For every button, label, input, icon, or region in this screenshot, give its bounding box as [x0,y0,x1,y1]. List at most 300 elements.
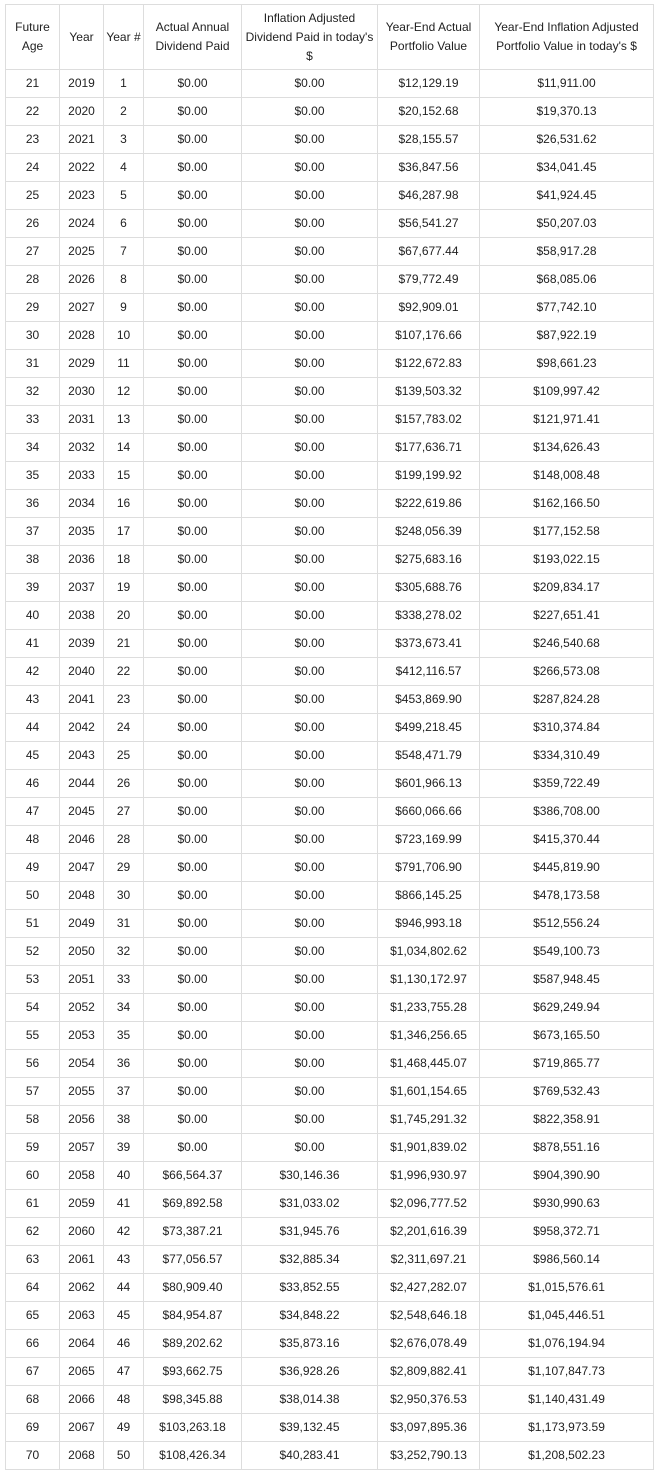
table-row [6,854,654,882]
cell-actual-portfolio-value: $946,993.18 [378,910,480,938]
cell-actual-dividend: $84,954.87 [144,1302,242,1330]
cell-year-number: 11 [104,350,144,378]
cell-actual-portfolio-value: $2,676,078.49 [378,1330,480,1358]
table-row [6,210,654,238]
cell-actual-dividend: $0.00 [144,714,242,742]
cell-inflation-adjusted-dividend: $0.00 [242,434,378,462]
cell-actual-portfolio-value: $2,548,646.18 [378,1302,480,1330]
cell-year-number: 38 [104,1106,144,1134]
cell-actual-portfolio-value: $107,176.66 [378,322,480,350]
cell-year-number: 5 [104,182,144,210]
cell-future-age: 64 [6,1274,60,1302]
cell-inflation-adjusted-portfolio-value: $930,990.63 [480,1190,654,1218]
cell-inflation-adjusted-dividend: $0.00 [242,406,378,434]
cell-inflation-adjusted-portfolio-value: $68,085.06 [480,266,654,294]
table-row [6,1274,654,1302]
cell-actual-portfolio-value: $3,252,790.13 [378,1442,480,1470]
table-row [6,126,654,154]
cell-inflation-adjusted-portfolio-value: $549,100.73 [480,938,654,966]
table-header [6,5,654,70]
cell-actual-portfolio-value: $601,966.13 [378,770,480,798]
cell-year: 2044 [60,770,104,798]
table-row [6,1358,654,1386]
cell-inflation-adjusted-dividend: $0.00 [242,182,378,210]
table-row [6,1302,654,1330]
cell-year-number: 34 [104,994,144,1022]
cell-inflation-adjusted-dividend: $0.00 [242,574,378,602]
cell-year-number: 16 [104,490,144,518]
cell-actual-dividend: $0.00 [144,154,242,182]
cell-inflation-adjusted-dividend: $0.00 [242,994,378,1022]
cell-future-age: 37 [6,518,60,546]
cell-year: 2031 [60,406,104,434]
cell-future-age: 24 [6,154,60,182]
dividend-projection-table [5,4,654,1470]
cell-actual-portfolio-value: $2,427,282.07 [378,1274,480,1302]
cell-future-age: 39 [6,574,60,602]
cell-actual-portfolio-value: $660,066.66 [378,798,480,826]
cell-actual-portfolio-value: $2,311,697.21 [378,1246,480,1274]
cell-inflation-adjusted-portfolio-value: $1,173,973.59 [480,1414,654,1442]
cell-inflation-adjusted-dividend: $34,848.22 [242,1302,378,1330]
cell-inflation-adjusted-portfolio-value: $904,390.90 [480,1162,654,1190]
cell-year: 2052 [60,994,104,1022]
cell-inflation-adjusted-dividend: $0.00 [242,602,378,630]
cell-inflation-adjusted-portfolio-value: $11,911.00 [480,70,654,98]
cell-year: 2027 [60,294,104,322]
cell-year: 2062 [60,1274,104,1302]
cell-year-number: 48 [104,1386,144,1414]
table-row [6,798,654,826]
cell-future-age: 36 [6,490,60,518]
cell-future-age: 66 [6,1330,60,1358]
cell-year-number: 40 [104,1162,144,1190]
header-year-number: Year # [104,5,144,70]
cell-year-number: 14 [104,434,144,462]
cell-actual-portfolio-value: $548,471.79 [378,742,480,770]
cell-inflation-adjusted-portfolio-value: $1,076,194.94 [480,1330,654,1358]
cell-year: 2025 [60,238,104,266]
table-row [6,1162,654,1190]
cell-inflation-adjusted-portfolio-value: $629,249.94 [480,994,654,1022]
cell-future-age: 40 [6,602,60,630]
cell-actual-dividend: $0.00 [144,910,242,938]
table-row [6,938,654,966]
cell-inflation-adjusted-portfolio-value: $134,626.43 [480,434,654,462]
cell-inflation-adjusted-portfolio-value: $121,971.41 [480,406,654,434]
cell-future-age: 53 [6,966,60,994]
cell-actual-dividend: $0.00 [144,322,242,350]
cell-future-age: 63 [6,1246,60,1274]
header-actual-dividend: Actual Annual Dividend Paid [144,5,242,70]
cell-year-number: 15 [104,462,144,490]
cell-year-number: 2 [104,98,144,126]
cell-year: 2032 [60,434,104,462]
cell-year-number: 30 [104,882,144,910]
cell-inflation-adjusted-portfolio-value: $87,922.19 [480,322,654,350]
cell-year-number: 19 [104,574,144,602]
cell-future-age: 21 [6,70,60,98]
header-actual-portfolio-value: Year-End Actual Portfolio Value [378,5,480,70]
cell-year-number: 23 [104,686,144,714]
cell-year: 2066 [60,1386,104,1414]
cell-actual-dividend: $0.00 [144,182,242,210]
cell-future-age: 34 [6,434,60,462]
cell-inflation-adjusted-dividend: $0.00 [242,294,378,322]
table-row [6,1414,654,1442]
cell-inflation-adjusted-dividend: $0.00 [242,98,378,126]
table-row [6,770,654,798]
cell-year: 2065 [60,1358,104,1386]
cell-actual-dividend: $103,263.18 [144,1414,242,1442]
table-row [6,70,654,98]
cell-inflation-adjusted-portfolio-value: $209,834.17 [480,574,654,602]
table-row [6,714,654,742]
cell-actual-dividend: $0.00 [144,1078,242,1106]
cell-future-age: 57 [6,1078,60,1106]
cell-actual-portfolio-value: $723,169.99 [378,826,480,854]
cell-actual-portfolio-value: $1,468,445.07 [378,1050,480,1078]
cell-inflation-adjusted-portfolio-value: $822,358.91 [480,1106,654,1134]
cell-actual-portfolio-value: $20,152.68 [378,98,480,126]
table-row [6,1050,654,1078]
cell-actual-dividend: $0.00 [144,798,242,826]
cell-inflation-adjusted-dividend: $0.00 [242,714,378,742]
cell-inflation-adjusted-portfolio-value: $878,551.16 [480,1134,654,1162]
cell-year-number: 42 [104,1218,144,1246]
cell-actual-dividend: $0.00 [144,98,242,126]
table-row [6,1442,654,1470]
cell-actual-portfolio-value: $2,201,616.39 [378,1218,480,1246]
cell-inflation-adjusted-portfolio-value: $359,722.49 [480,770,654,798]
cell-year: 2057 [60,1134,104,1162]
cell-year-number: 35 [104,1022,144,1050]
cell-inflation-adjusted-dividend: $0.00 [242,938,378,966]
cell-year: 2037 [60,574,104,602]
cell-inflation-adjusted-dividend: $0.00 [242,462,378,490]
table-row [6,686,654,714]
table-row [6,1218,654,1246]
cell-actual-dividend: $0.00 [144,518,242,546]
cell-actual-portfolio-value: $499,218.45 [378,714,480,742]
cell-year: 2036 [60,546,104,574]
table-row [6,266,654,294]
cell-inflation-adjusted-dividend: $0.00 [242,1106,378,1134]
header-row [6,5,654,70]
cell-actual-dividend: $0.00 [144,630,242,658]
cell-future-age: 69 [6,1414,60,1442]
cell-future-age: 44 [6,714,60,742]
table-row [6,826,654,854]
cell-inflation-adjusted-dividend: $0.00 [242,266,378,294]
cell-year: 2042 [60,714,104,742]
cell-year: 2045 [60,798,104,826]
cell-inflation-adjusted-portfolio-value: $58,917.28 [480,238,654,266]
table-row [6,490,654,518]
cell-inflation-adjusted-dividend: $0.00 [242,630,378,658]
cell-actual-portfolio-value: $3,097,895.36 [378,1414,480,1442]
table-row [6,518,654,546]
cell-year: 2048 [60,882,104,910]
cell-inflation-adjusted-dividend: $39,132.45 [242,1414,378,1442]
cell-inflation-adjusted-portfolio-value: $587,948.45 [480,966,654,994]
cell-future-age: 49 [6,854,60,882]
cell-inflation-adjusted-portfolio-value: $769,532.43 [480,1078,654,1106]
cell-year-number: 49 [104,1414,144,1442]
cell-year-number: 25 [104,742,144,770]
cell-inflation-adjusted-dividend: $31,033.02 [242,1190,378,1218]
cell-year: 2056 [60,1106,104,1134]
cell-year-number: 37 [104,1078,144,1106]
cell-inflation-adjusted-dividend: $0.00 [242,126,378,154]
table-row [6,154,654,182]
cell-year: 2020 [60,98,104,126]
cell-future-age: 32 [6,378,60,406]
cell-future-age: 22 [6,98,60,126]
cell-actual-portfolio-value: $222,619.86 [378,490,480,518]
table-row [6,1134,654,1162]
cell-inflation-adjusted-dividend: $0.00 [242,854,378,882]
cell-inflation-adjusted-dividend: $40,283.41 [242,1442,378,1470]
cell-actual-portfolio-value: $338,278.02 [378,602,480,630]
cell-year: 2035 [60,518,104,546]
header-future-age: Future Age [6,5,60,70]
cell-actual-dividend: $0.00 [144,938,242,966]
cell-year: 2019 [60,70,104,98]
cell-inflation-adjusted-portfolio-value: $41,924.45 [480,182,654,210]
cell-year: 2022 [60,154,104,182]
cell-year: 2024 [60,210,104,238]
cell-actual-dividend: $0.00 [144,1022,242,1050]
cell-actual-dividend: $0.00 [144,1050,242,1078]
cell-inflation-adjusted-dividend: $0.00 [242,322,378,350]
cell-year: 2058 [60,1162,104,1190]
cell-inflation-adjusted-dividend: $0.00 [242,770,378,798]
cell-inflation-adjusted-portfolio-value: $1,015,576.61 [480,1274,654,1302]
cell-future-age: 27 [6,238,60,266]
cell-actual-dividend: $0.00 [144,882,242,910]
cell-actual-dividend: $0.00 [144,350,242,378]
cell-inflation-adjusted-portfolio-value: $310,374.84 [480,714,654,742]
cell-year: 2043 [60,742,104,770]
table-row [6,882,654,910]
cell-year-number: 22 [104,658,144,686]
cell-inflation-adjusted-dividend: $0.00 [242,518,378,546]
cell-year-number: 31 [104,910,144,938]
cell-actual-portfolio-value: $1,233,755.28 [378,994,480,1022]
cell-actual-dividend: $77,056.57 [144,1246,242,1274]
cell-inflation-adjusted-portfolio-value: $673,165.50 [480,1022,654,1050]
cell-future-age: 31 [6,350,60,378]
cell-year-number: 17 [104,518,144,546]
cell-year: 2054 [60,1050,104,1078]
cell-inflation-adjusted-portfolio-value: $148,008.48 [480,462,654,490]
cell-actual-dividend: $0.00 [144,658,242,686]
cell-year: 2067 [60,1414,104,1442]
cell-inflation-adjusted-dividend: $0.00 [242,966,378,994]
cell-inflation-adjusted-portfolio-value: $227,651.41 [480,602,654,630]
cell-inflation-adjusted-dividend: $36,928.26 [242,1358,378,1386]
table-row [6,602,654,630]
cell-year: 2041 [60,686,104,714]
cell-year: 2049 [60,910,104,938]
cell-future-age: 56 [6,1050,60,1078]
cell-actual-portfolio-value: $12,129.19 [378,70,480,98]
cell-actual-portfolio-value: $2,809,882.41 [378,1358,480,1386]
cell-actual-dividend: $0.00 [144,966,242,994]
cell-future-age: 48 [6,826,60,854]
cell-year-number: 8 [104,266,144,294]
cell-actual-dividend: $0.00 [144,854,242,882]
cell-inflation-adjusted-portfolio-value: $334,310.49 [480,742,654,770]
cell-actual-dividend: $0.00 [144,826,242,854]
cell-future-age: 47 [6,798,60,826]
cell-year-number: 20 [104,602,144,630]
cell-year-number: 27 [104,798,144,826]
cell-actual-portfolio-value: $92,909.01 [378,294,480,322]
cell-future-age: 41 [6,630,60,658]
cell-inflation-adjusted-portfolio-value: $193,022.15 [480,546,654,574]
cell-year: 2051 [60,966,104,994]
cell-inflation-adjusted-dividend: $0.00 [242,1078,378,1106]
cell-year: 2055 [60,1078,104,1106]
cell-year-number: 29 [104,854,144,882]
cell-year-number: 32 [104,938,144,966]
table-row [6,182,654,210]
cell-year-number: 46 [104,1330,144,1358]
cell-actual-portfolio-value: $305,688.76 [378,574,480,602]
cell-inflation-adjusted-portfolio-value: $34,041.45 [480,154,654,182]
cell-actual-dividend: $0.00 [144,378,242,406]
cell-inflation-adjusted-portfolio-value: $512,556.24 [480,910,654,938]
cell-actual-dividend: $89,202.62 [144,1330,242,1358]
cell-inflation-adjusted-portfolio-value: $958,372.71 [480,1218,654,1246]
cell-actual-dividend: $66,564.37 [144,1162,242,1190]
cell-inflation-adjusted-portfolio-value: $109,997.42 [480,378,654,406]
cell-inflation-adjusted-dividend: $32,885.34 [242,1246,378,1274]
cell-actual-dividend: $0.00 [144,126,242,154]
cell-inflation-adjusted-dividend: $0.00 [242,686,378,714]
cell-future-age: 68 [6,1386,60,1414]
table-row [6,98,654,126]
cell-actual-dividend: $0.00 [144,294,242,322]
cell-actual-dividend: $0.00 [144,238,242,266]
cell-actual-portfolio-value: $1,346,256.65 [378,1022,480,1050]
cell-future-age: 59 [6,1134,60,1162]
cell-future-age: 45 [6,742,60,770]
cell-year-number: 47 [104,1358,144,1386]
cell-year: 2030 [60,378,104,406]
cell-year-number: 12 [104,378,144,406]
cell-inflation-adjusted-dividend: $0.00 [242,1134,378,1162]
cell-actual-portfolio-value: $157,783.02 [378,406,480,434]
table-row [6,406,654,434]
cell-year: 2050 [60,938,104,966]
cell-year-number: 24 [104,714,144,742]
cell-year: 2034 [60,490,104,518]
cell-inflation-adjusted-dividend: $0.00 [242,490,378,518]
cell-inflation-adjusted-portfolio-value: $26,531.62 [480,126,654,154]
cell-actual-dividend: $0.00 [144,994,242,1022]
cell-actual-portfolio-value: $248,056.39 [378,518,480,546]
cell-year-number: 4 [104,154,144,182]
cell-inflation-adjusted-portfolio-value: $19,370.13 [480,98,654,126]
cell-year-number: 36 [104,1050,144,1078]
cell-future-age: 43 [6,686,60,714]
table-row [6,1386,654,1414]
cell-future-age: 50 [6,882,60,910]
cell-year: 2021 [60,126,104,154]
cell-future-age: 30 [6,322,60,350]
cell-year: 2063 [60,1302,104,1330]
cell-actual-dividend: $0.00 [144,686,242,714]
cell-actual-dividend: $0.00 [144,434,242,462]
cell-inflation-adjusted-dividend: $33,852.55 [242,1274,378,1302]
cell-actual-dividend: $0.00 [144,70,242,98]
cell-inflation-adjusted-portfolio-value: $50,207.03 [480,210,654,238]
cell-actual-dividend: $0.00 [144,574,242,602]
cell-inflation-adjusted-portfolio-value: $177,152.58 [480,518,654,546]
cell-actual-portfolio-value: $1,901,839.02 [378,1134,480,1162]
table-row [6,1190,654,1218]
cell-actual-portfolio-value: $122,672.83 [378,350,480,378]
cell-future-age: 60 [6,1162,60,1190]
cell-actual-portfolio-value: $1,034,802.62 [378,938,480,966]
cell-inflation-adjusted-portfolio-value: $1,107,847.73 [480,1358,654,1386]
cell-inflation-adjusted-portfolio-value: $266,573.08 [480,658,654,686]
cell-future-age: 46 [6,770,60,798]
cell-inflation-adjusted-dividend: $0.00 [242,378,378,406]
table-row [6,742,654,770]
cell-future-age: 26 [6,210,60,238]
cell-actual-portfolio-value: $1,601,154.65 [378,1078,480,1106]
cell-actual-dividend: $0.00 [144,406,242,434]
cell-year: 2028 [60,322,104,350]
cell-year: 2064 [60,1330,104,1358]
cell-year-number: 39 [104,1134,144,1162]
cell-inflation-adjusted-dividend: $0.00 [242,210,378,238]
cell-actual-dividend: $0.00 [144,602,242,630]
cell-year-number: 26 [104,770,144,798]
cell-year-number: 41 [104,1190,144,1218]
table-row [6,630,654,658]
cell-actual-dividend: $93,662.75 [144,1358,242,1386]
cell-future-age: 35 [6,462,60,490]
cell-year: 2068 [60,1442,104,1470]
cell-actual-portfolio-value: $1,130,172.97 [378,966,480,994]
cell-year-number: 1 [104,70,144,98]
cell-actual-portfolio-value: $199,199.92 [378,462,480,490]
cell-inflation-adjusted-portfolio-value: $246,540.68 [480,630,654,658]
cell-future-age: 62 [6,1218,60,1246]
cell-actual-portfolio-value: $1,996,930.97 [378,1162,480,1190]
cell-actual-portfolio-value: $46,287.98 [378,182,480,210]
cell-inflation-adjusted-portfolio-value: $386,708.00 [480,798,654,826]
header-year: Year [60,5,104,70]
cell-actual-portfolio-value: $791,706.90 [378,854,480,882]
cell-year: 2060 [60,1218,104,1246]
cell-actual-portfolio-value: $177,636.71 [378,434,480,462]
cell-actual-portfolio-value: $139,503.32 [378,378,480,406]
table-row [6,238,654,266]
cell-future-age: 51 [6,910,60,938]
cell-actual-dividend: $73,387.21 [144,1218,242,1246]
cell-actual-portfolio-value: $2,950,376.53 [378,1386,480,1414]
cell-inflation-adjusted-portfolio-value: $719,865.77 [480,1050,654,1078]
cell-year: 2039 [60,630,104,658]
cell-year-number: 7 [104,238,144,266]
cell-actual-portfolio-value: $412,116.57 [378,658,480,686]
